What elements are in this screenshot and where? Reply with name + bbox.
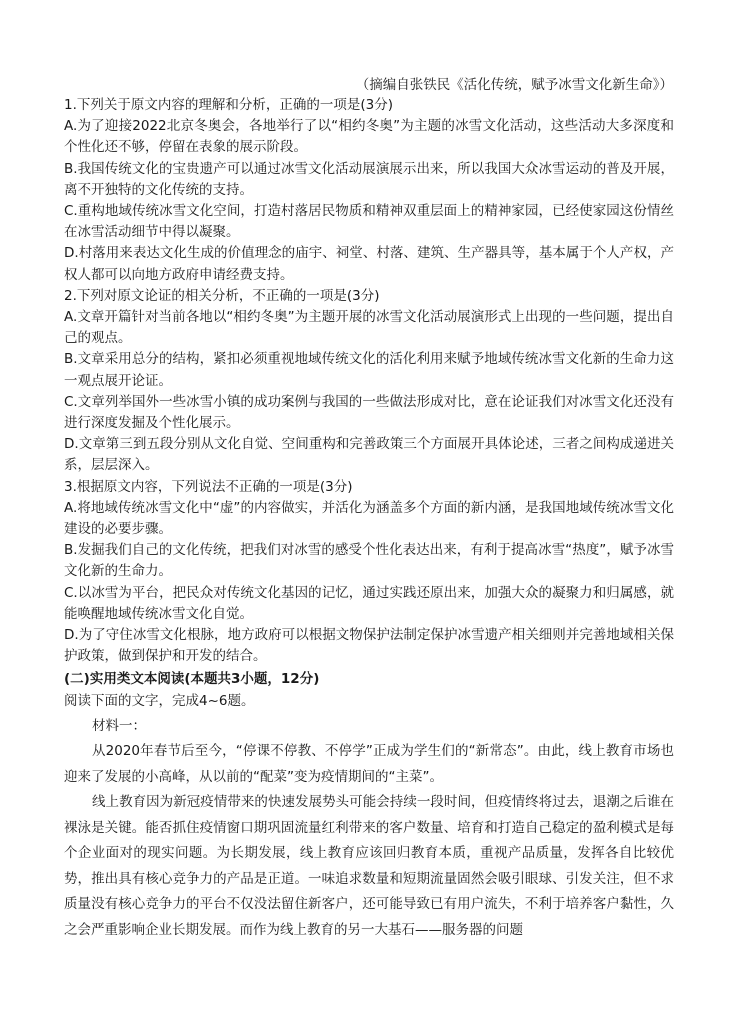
question-1-option-a: A.为了迎接2022北京冬奥会，各地举行了以“相约冬奥”为主题的冰雪文化活动，这些活动大多深度和个性化还不够，停留在表象的展示阶段。 [64, 118, 674, 156]
question-2-option-b: B.文章采用总分的结构，紧扣必须重视地域传统文化的活化利用来赋予地域传统冰雪文化新的生命力这一观点展开论证。 [64, 351, 674, 389]
reading-instruction: 阅读下面的文字，完成4~6题。 [64, 692, 255, 709]
question-2-stem: 2.下列对原文论证的相关分析，不正确的一项是(3分) [64, 287, 380, 304]
question-3-stem: 3.根据原文内容，下列说法不正确的一项是(3分) [64, 478, 353, 495]
question-3-option-b: B.发掘我们自己的文化传统，把我们对冰雪的感受个性化表达出来，有利于提高冰雪“热度”，赋予冰雪文化新的生命力。 [64, 542, 674, 580]
question-1-option-d: D.村落用来表达文化生成的价值理念的庙宇、祠堂、村落、建筑、生产器具等，基本属于个人产权，产权人都可以向地方政府申请经费支持。 [64, 245, 674, 283]
question-2-option-a: A.文章开篇针对当前各地以“相约冬奥”为主题开展的冰雪文化活动展演形式上出现的一些问题，提出自己的观点。 [64, 309, 674, 347]
question-3-option-a: A.将地域传统冰雪文化中“虚”的内容做实，并活化为涵盖多个方面的新内涵，是我国地域传统冰雪文化建设的必要步骤。 [64, 499, 674, 538]
material-label: 材料一： [92, 717, 146, 734]
question-1-option-c: C.重构地域传统冰雪文化空间，打造村落居民物质和精神双重层面上的精神家园，已经使家园这份情丝在冰雪活动细节中得以凝聚。 [64, 203, 674, 241]
question-1-option-b: B.我国传统文化的宝贵遗产可以通过冰雪文化活动展演展示出来，所以我国大众冰雪运动的普及开展，离不开独特的文化传统的支持。 [64, 160, 674, 198]
material-paragraph-1: 从2020年春节后至今，“停课不停教、不停学”正成为学生们的“新常态”。由此，线上教育市场也迎来了发展的小高峰，从以前的“配菜”变为疫情期间的“主菜”。 [64, 743, 674, 785]
material-paragraph-2: 线上教育因为新冠疫情带来的快速发展势头可能会持续一段时间，但疫情终将过去，退潮之后谁在裸泳是关键。能否抓住疫情窗口期巩固流量红利带来的客户数量、培育和打造自己稳定的盈利模式是每个企业面对的现实问题。为长期发展，线上教育应该回归教育本质，重视产品质量，发挥各自比较优势，推出具有核心竞争力的产品是正道。一味追求数量和短期流量固然会吸引眼球、引发关注，但不求质量没有核心竞争力的平台不仅没法留住新客户，还可能导致已有用户流失，不利于培养客户黏性，久之会严重影响企业长期发展。而作为线上教育的另一大基石——服务器的问题 [64, 794, 674, 938]
question-2-option-c: C.文章列举国外一些冰雪小镇的成功案例与我国的一些做法形成对比，意在论证我们对冰雪文化还没有进行深度发掘及个性化展示。 [64, 393, 674, 432]
question-1-stem: 1.下列关于原文内容的理解和分析，正确的一项是(3分) [64, 97, 394, 113]
content-column [64, 95, 674, 943]
question-3-option-d: D.为了守住冰雪文化根脉，地方政府可以根据文物保护法制定保护冰雪遗产相关细则并完善地域相关保护政策，做到保护和开发的结合。 [64, 627, 674, 665]
question-2-option-d: D.文章第三到五段分别从文化自觉、空间重构和完善政策三个方面展开具体论述，三者之间构成递进关系，层层深入。 [64, 436, 674, 474]
section-title: (二)实用类文本阅读(本题共3小题，12分) [64, 671, 320, 688]
source-citation: （摘编自张铁民《活化传统，赋予冰雪文化新生命》） [355, 77, 673, 93]
question-3-option-c: C.以冰雪为平台，把民众对传统文化基因的记忆，通过实践还原出来，加强大众的凝聚力和归属感，就能唤醒地域传统冰雪文化自觉。 [64, 584, 674, 622]
